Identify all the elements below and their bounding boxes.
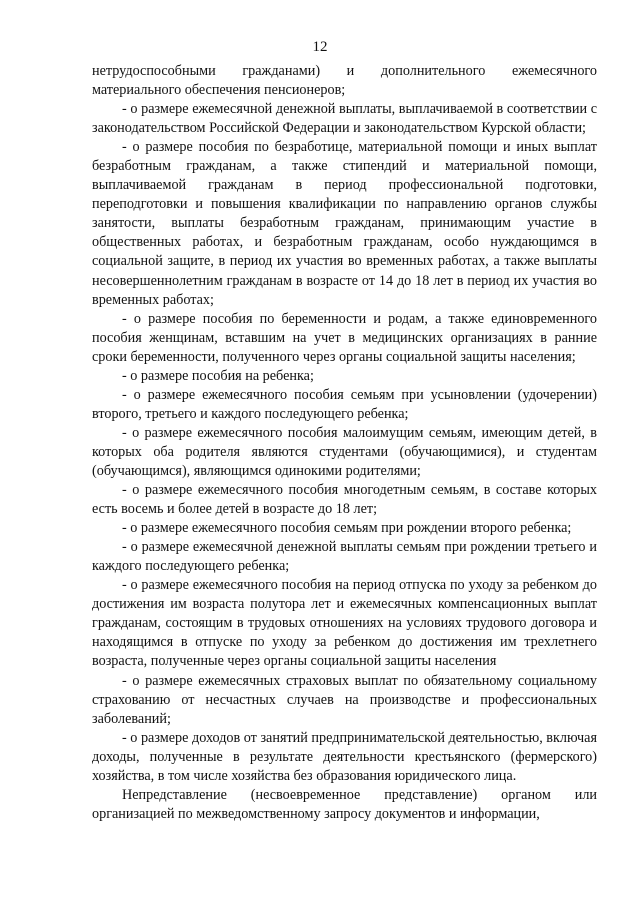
document-body [92,62,597,824]
list-item-second-child-benefit: - о размере ежемесячного пособия семьям при рождении второго ребенка; [122,520,572,537]
list-item-student-family-benefit: - о размере ежемесячного пособия малоимущим семьям, имеющим детей, в которых оба родителя являются студентами (обучающимися), и студентам (обучающимся), являющимся одинокими родителями; [92,424,597,479]
paragraph-continuation: нетрудоспособными гражданами) и дополнительного ежемесячного материального обеспечения пенсионеров; [92,63,597,99]
list-item-business-income: - о размере доходов от занятий предпринимательской деятельностью, включая доходы, полученные в результате деятельности крестьянского (фермерского) хозяйства, в том числе хозяйства без образования юридического лица. [92,729,597,784]
list-item-child-benefit: - о размере пособия на ребенка; [122,367,314,384]
list-item-insurance-payments: - о размере ежемесячных страховых выплат по обязательному социальному страхованию от несчастных случаев на производстве и профессиональных заболеваний; [92,672,597,727]
list-item-monthly-cash-payment: - о размере ежемесячной денежной выплаты, выплачиваемой в соответствии с законодательством Российской Федерации и законодательством Курской области; [92,101,597,137]
page-number: 12 [312,39,328,55]
list-item-maternity-benefit: - о размере пособия по беременности и родам, а также единовременного пособия женщинам, вставшим на учет в медицинских организациях в ранние сроки беременности, полученного через органы социальной защиты населения; [92,310,597,365]
paragraph-non-submission: Непредставление (несвоевременное представление) органом или организацией по межведомственному запросу документов и информации, [92,786,597,822]
list-item-unemployment-benefit: - о размере пособия по безработице, материальной помощи и иных выплат безработным гражданам, а также стипендий и материальной помощи, выплачиваемой гражданам в период профессиональной подготовки, переподготовки и повышения квалификации по направлению органов службы занятости, выплаты безработным гражданам, принимающим участие в общественных работах, и безработным гражданам, особо нуждающимся в социальной защите, в период их участия во временных работах, а также выплаты несовершеннолетним гражданам в возрасте от 14 до 18 лет в период их участия во временных работах; [92,139,597,308]
list-item-adoption-benefit: - о размере ежемесячного пособия семьям при усыновлении (удочерении) второго, третьего и каждого последующего ребенка; [92,386,597,422]
list-item-childcare-leave-benefit: - о размере ежемесячного пособия на период отпуска по уходу за ребенком до достижения им возраста полутора лет и ежемесячных компенсационных выплат гражданам, состоящим в трудовых отношениях на условиях трудового договора и находящимся в отпуске по уходу за ребенком до достижения им трехлетнего возраста, полученные через органы социальной защиты населения [92,577,597,670]
list-item-third-child-payment: - о размере ежемесячной денежной выплаты семьям при рождении третьего и каждого последующего ребенка; [92,539,597,575]
list-item-large-family-benefit: - о размере ежемесячного пособия многодетным семьям, в составе которых есть восемь и более детей в возрасте до 18 лет; [92,482,597,518]
